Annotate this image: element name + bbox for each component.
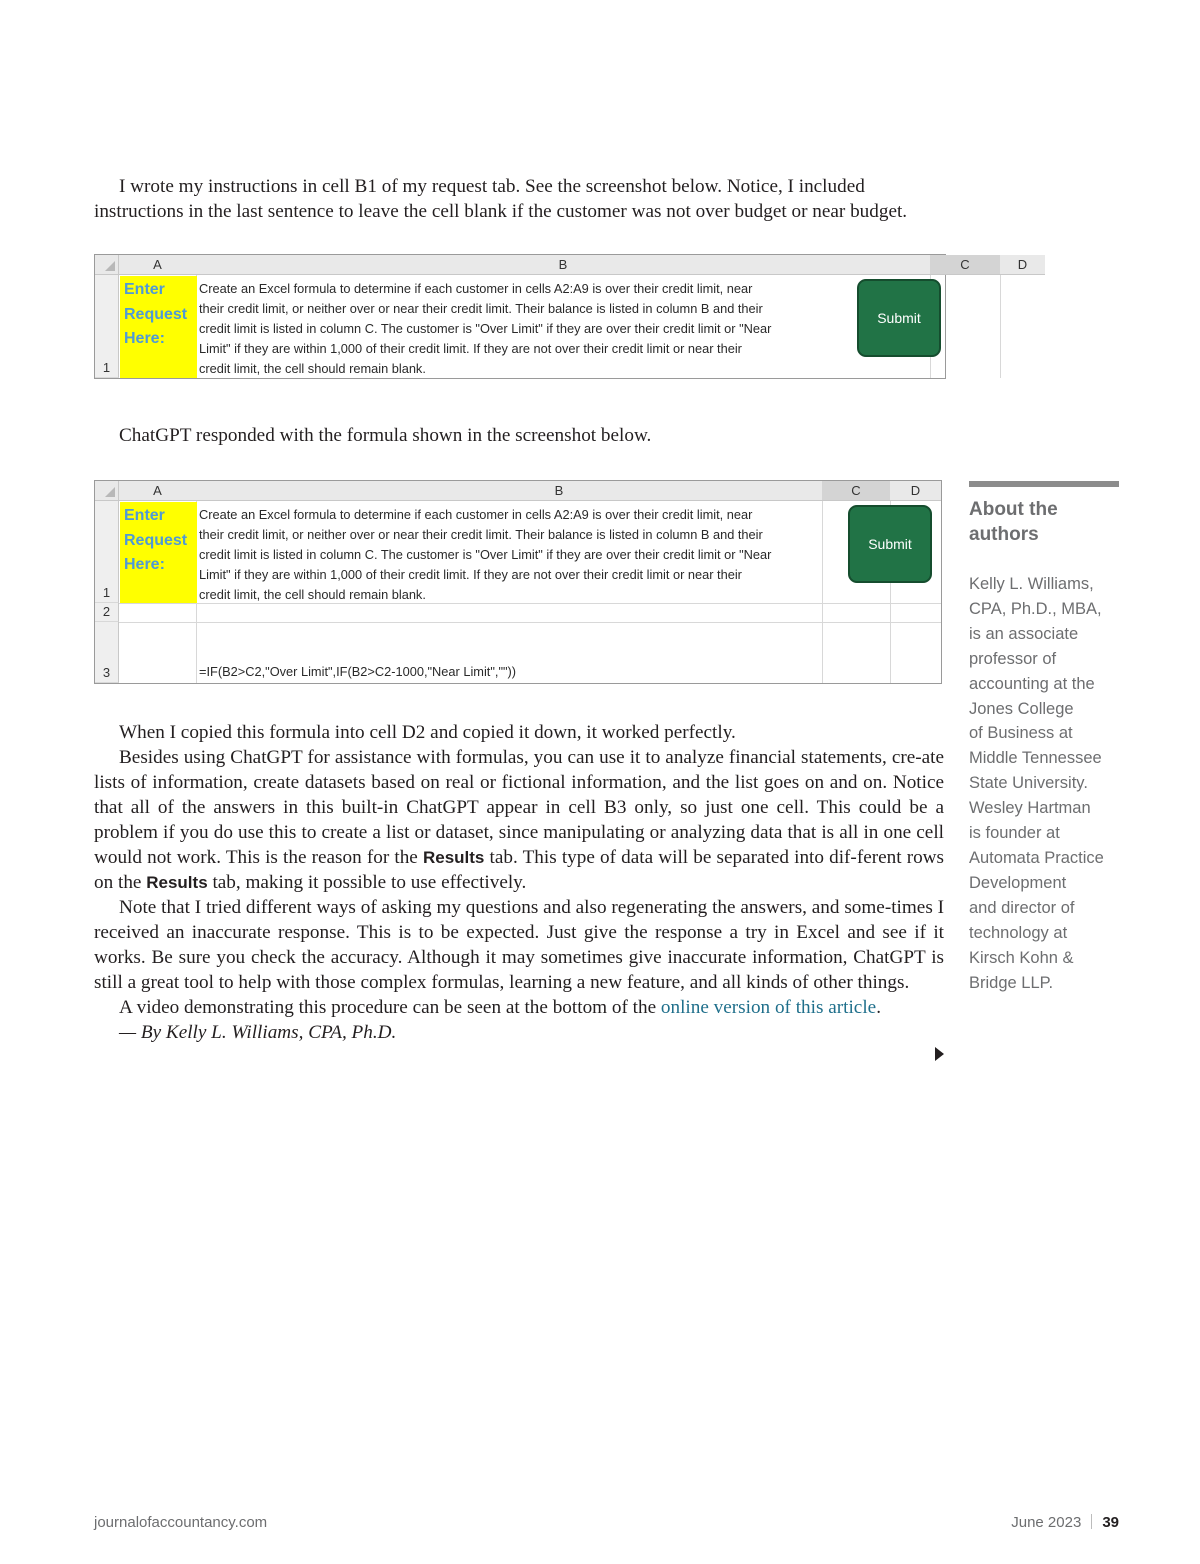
a1-line-3: Here:	[124, 330, 165, 347]
footer-site: journalofaccountancy.com	[94, 1514, 268, 1531]
b1-line-5: credit limit, the cell should remain blank.	[199, 361, 426, 376]
response-text: ChatGPT responded with the formula shown in the screenshot below.	[119, 425, 652, 446]
response-paragraph	[94, 423, 944, 448]
footer-date: June 2023	[1011, 1514, 1082, 1531]
row-header-1: 1	[95, 275, 119, 378]
column-header-a: A	[119, 481, 196, 501]
byline: — By Kelly L. Williams, CPA, Ph.D.	[119, 1022, 397, 1043]
b1-line-1: Create an Excel formula to determine if each customer in cells A2:A9 is over their credit limit, near	[199, 507, 753, 522]
body-paragraph-4: A video demonstrating this procedure can be seen at the bottom of the online version of this article.	[119, 997, 881, 1018]
b1-line-2: their credit limit, or neither over or near their credit limit. Their balance is listed in column B and their	[199, 301, 763, 316]
a1-line-2: Request	[124, 531, 188, 549]
row-header-1: 1	[95, 501, 119, 603]
submit-button[interactable]: Submit	[848, 505, 932, 583]
b1-line-1: Create an Excel formula to determine if each customer in cells A2:A9 is over their credit limit, near	[199, 281, 753, 296]
row-header-2: 2	[95, 603, 119, 622]
select-all-corner	[95, 481, 119, 501]
a1-line-3: Here:	[124, 556, 165, 573]
results-tab-label: Results	[422, 848, 485, 867]
column-header-b: B	[196, 255, 930, 275]
cell-a1	[120, 276, 197, 378]
body-paragraph-3: Note that I tried different ways of asking my questions and also regenerating the answers, and some-times I received an inaccurate response. This is to be expected. Just give the response a try in Excel and see if it works. Be sure you check the accuracy. Although it may sometimes give inaccurate information, ChatGPT is still a great tool to help with those complex formulas, learning a new feature, and all kinds of other things.	[94, 897, 944, 993]
a1-line-2: Request	[124, 305, 188, 323]
online-article-link[interactable]: online version of this article	[660, 997, 877, 1018]
b1-line-2: their credit limit, or neither over or near their credit limit. Their balance is listed in column B and their	[199, 527, 763, 542]
body-text	[94, 720, 944, 1045]
footer-folio	[1011, 1514, 1119, 1531]
intro-line-1: I wrote my instructions in cell B1 of my request tab. See the screenshot below. Notice, I included	[119, 176, 865, 197]
a1-line-1: Enter	[124, 281, 165, 298]
intro-line-2: instructions in the last sentence to leave the cell blank if the customer was not over budget or near budget.	[94, 201, 908, 222]
column-header-a: A	[119, 255, 196, 275]
row-header-3: 3	[95, 622, 119, 683]
page-number: 39	[1102, 1514, 1119, 1531]
b1-line-5: credit limit, the cell should remain blank.	[199, 587, 426, 602]
cell-b3-formula: =IF(B2>C2,"Over Limit",IF(B2>C2-1000,"Near Limit",""))	[199, 664, 517, 679]
cell-b1	[199, 505, 771, 605]
b1-line-3: credit limit is listed in column C. The customer is "Over Limit" if they are over their credit limit or "Near	[199, 321, 772, 336]
a1-line-1: Enter	[124, 507, 165, 524]
sidebar-title: About the authors	[969, 499, 1058, 545]
sidebar-rule	[969, 481, 1119, 487]
end-of-article-arrow-icon	[935, 1047, 944, 1061]
select-all-corner	[95, 255, 119, 275]
column-header-d: D	[890, 481, 941, 501]
column-header-c: C	[930, 255, 1000, 275]
column-header-b: B	[196, 481, 922, 501]
cell-b1	[199, 279, 771, 379]
column-header-d: D	[1000, 255, 1045, 275]
submit-button[interactable]: Submit	[857, 279, 941, 357]
body-paragraph-2: Besides using ChatGPT for assistance with formulas, you can use it to analyze financial statements, cre-ate lists of information, create datasets based on real or fictional information, and the list goes on and on. Notice that all of the answers in this built-in ChatGPT appear in cell B3 only, so just one cell. This could be a problem if you do use this to create a list or dataset, since manipulating or analyzing data that is all in one cell would not work. This is the reason for the Results tab. This type of data will be separated into dif-ferent rows on the Results tab, making it possible to use effectively.	[94, 747, 945, 893]
results-tab-label: Results	[146, 873, 208, 892]
cell-a1	[120, 502, 197, 603]
sidebar-author-bio: Kelly L. Williams, CPA, Ph.D., MBA, is an associate professor of accounting at the Jones College of Business at Middle Tennessee State University. Wesley Hartman is founder at Automata Practice Development and director of technology at Kirsch Kohn & Bridge LLP.	[969, 575, 1104, 992]
body-paragraph-1: When I copied this formula into cell D2 and copied it down, it worked perfectly.	[119, 722, 736, 743]
intro-paragraph	[94, 174, 944, 224]
b1-line-4: Limit" if they are within 1,000 of their credit limit. If they are not over their credit limit or near their	[199, 567, 742, 582]
spreadsheet-screenshot-response	[94, 480, 942, 684]
b1-line-4: Limit" if they are within 1,000 of their credit limit. If they are not over their credit limit or near their	[199, 341, 742, 356]
column-header-c: C	[822, 481, 890, 501]
spreadsheet-screenshot-request	[94, 254, 1028, 379]
b1-line-3: credit limit is listed in column C. The customer is "Over Limit" if they are over their credit limit or "Near	[199, 547, 772, 562]
